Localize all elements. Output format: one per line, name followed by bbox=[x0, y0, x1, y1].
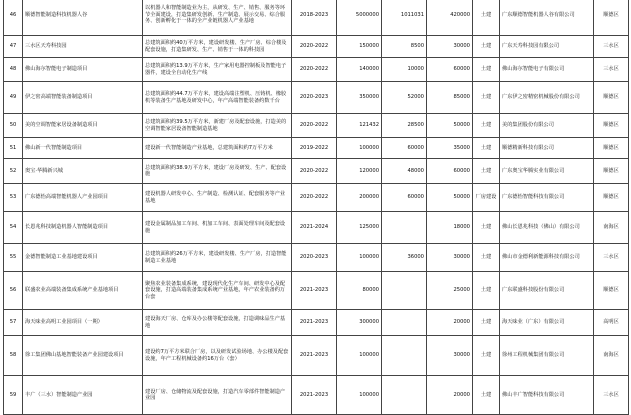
total-investment-cell: 80000 bbox=[337, 272, 382, 310]
project-name-cell: 丰广（三水）智能制造产业园 bbox=[23, 376, 143, 415]
row-number-cell: 48 bbox=[4, 58, 23, 82]
project-description-cell: 建设约7万平方米联合厂房，以及研发试验场地、办公楼及配套设施，年产工程机械设备约16万台（套） bbox=[143, 336, 292, 376]
annual-plan-cell: 30000 bbox=[427, 336, 473, 376]
annual-plan-cell: 50000 bbox=[427, 184, 473, 212]
project-name-cell: 伊之密高端智能装备制造项目 bbox=[23, 82, 143, 114]
district-cell: 顺德区 bbox=[594, 114, 629, 138]
construction-period-cell: 2020-2022 bbox=[292, 184, 337, 212]
completed-investment-cell: 48000 bbox=[382, 159, 427, 184]
owner-company-cell: 广东伊之密精密机械股份有限公司 bbox=[500, 82, 594, 114]
district-cell: 三水区 bbox=[594, 58, 629, 82]
owner-company-cell: 佛山海尔智能电子有限公司 bbox=[500, 58, 594, 82]
construction-period-cell: 2021-2024 bbox=[292, 212, 337, 244]
table-row bbox=[4, 212, 629, 244]
total-investment-cell: 100000 bbox=[337, 244, 382, 272]
project-description-cell: 以机器人和智能制造业为主，从研发、生产、销售、服务等环节全面建设，打造集研发创新、生产制造、展示交易、综合服务、创新孵化于一体的全产业链机器人产业基地 bbox=[143, 0, 292, 36]
project-stage-cell: 土建 bbox=[473, 159, 500, 184]
row-number-cell: 50 bbox=[4, 114, 23, 138]
project-stage-cell: 土建 bbox=[473, 58, 500, 82]
project-stage-cell: 土建 bbox=[473, 82, 500, 114]
project-name-cell: 佛山海尔智能电子制造项目 bbox=[23, 58, 143, 82]
annual-plan-cell: 85000 bbox=[427, 82, 473, 114]
construction-period-cell: 2021-2023 bbox=[292, 336, 337, 376]
row-number-cell: 52 bbox=[4, 159, 23, 184]
project-name-cell: 广东德怡高端智能机器人产业园项目 bbox=[23, 184, 143, 212]
annual-plan-cell: 20000 bbox=[427, 376, 473, 415]
row-number-cell: 53 bbox=[4, 184, 23, 212]
completed-investment-cell: 36000 bbox=[382, 244, 427, 272]
owner-company-cell: 佛山市金德利新能源科技有限公司 bbox=[500, 244, 594, 272]
district-cell: 三水区 bbox=[594, 36, 629, 58]
owner-company-cell: 佛山丰广智能科技有限公司 bbox=[500, 376, 594, 415]
project-description-cell: 总建筑面积约44.7万平方米，建设高端注塑机、压铸机、橡胶机等装备生产基地及研发中心，年产高端智能装备约数千台 bbox=[143, 82, 292, 114]
completed-investment-cell bbox=[382, 310, 427, 336]
owner-company-cell: 广东天寿科技园有限公司 bbox=[500, 36, 594, 58]
table-row bbox=[4, 244, 629, 272]
construction-period-cell: 2020-2023 bbox=[292, 244, 337, 272]
project-name-cell: 徐工集团佛山基地智能装备产业园建设项目 bbox=[23, 336, 143, 376]
completed-investment-cell: 8500 bbox=[382, 36, 427, 58]
project-stage-cell: 土建 bbox=[473, 272, 500, 310]
project-stage-cell: 土建 bbox=[473, 36, 500, 58]
project-name-cell: 长恩兆科技制造机器人智能制造项目 bbox=[23, 212, 143, 244]
row-number-cell: 58 bbox=[4, 336, 23, 376]
district-cell: 南海区 bbox=[594, 212, 629, 244]
annual-plan-cell: 30000 bbox=[427, 36, 473, 58]
total-investment-cell: 100000 bbox=[337, 138, 382, 159]
completed-investment-cell: 10000 bbox=[382, 58, 427, 82]
completed-investment-cell bbox=[382, 272, 427, 310]
owner-company-cell: 美的集团股份有限公司 bbox=[500, 114, 594, 138]
annual-plan-cell: 420000 bbox=[427, 0, 473, 36]
annual-plan-cell: 25000 bbox=[427, 272, 473, 310]
annual-plan-cell: 18000 bbox=[427, 212, 473, 244]
table-row bbox=[4, 114, 629, 138]
project-description-cell: 建设海天厂房、仓库及办公楼等配套设施，打造调味品生产基地 bbox=[143, 310, 292, 336]
annual-plan-cell: 60000 bbox=[427, 58, 473, 82]
table-row bbox=[4, 36, 629, 58]
table-row bbox=[4, 138, 629, 159]
completed-investment-cell: 60000 bbox=[382, 138, 427, 159]
total-investment-cell: 140000 bbox=[337, 58, 382, 82]
row-number-cell: 57 bbox=[4, 310, 23, 336]
project-stage-cell: 土建 bbox=[473, 376, 500, 415]
district-cell: 三水区 bbox=[594, 376, 629, 415]
total-investment-cell: 120000 bbox=[337, 159, 382, 184]
project-table bbox=[3, 0, 629, 415]
row-number-cell: 51 bbox=[4, 138, 23, 159]
project-description-cell: 建设机器人研发中心、生产制造、检测认证、配套服务等产业基地 bbox=[143, 184, 292, 212]
owner-company-cell: 顺德精新科技有限公司 bbox=[500, 138, 594, 159]
total-investment-cell: 100000 bbox=[337, 336, 382, 376]
table-row bbox=[4, 376, 629, 415]
construction-period-cell: 2020-2022 bbox=[292, 159, 337, 184]
row-number-cell: 47 bbox=[4, 36, 23, 58]
completed-investment-cell: 52000 bbox=[382, 82, 427, 114]
total-investment-cell: 350000 bbox=[337, 82, 382, 114]
project-description-cell: 建设金属制品加工车间、机加工车间、表面处理车间及配套设施 bbox=[143, 212, 292, 244]
construction-period-cell: 2021-2023 bbox=[292, 272, 337, 310]
district-cell: 南海区 bbox=[594, 336, 629, 376]
completed-investment-cell: 1011031 bbox=[382, 0, 427, 36]
district-cell: 三水区 bbox=[594, 244, 629, 272]
project-description-cell: 总建筑面积约26万平方米，建设研发楼、生产厂房，打造智能制造工业基地 bbox=[143, 244, 292, 272]
total-investment-cell: 121432 bbox=[337, 114, 382, 138]
district-cell: 顺德区 bbox=[594, 82, 629, 114]
table-row bbox=[4, 272, 629, 310]
total-investment-cell: 150000 bbox=[337, 36, 382, 58]
construction-period-cell: 2020-2022 bbox=[292, 58, 337, 82]
owner-company-cell: 海天味业（广东）有限公司 bbox=[500, 310, 594, 336]
owner-company-cell: 广东德怡智能科技有限公司 bbox=[500, 184, 594, 212]
project-name-cell: 奥宝·华腾新兴城 bbox=[23, 159, 143, 184]
owner-company-cell: 佛山长恩兆科技（佛山）有限公司 bbox=[500, 212, 594, 244]
completed-investment-cell bbox=[382, 336, 427, 376]
row-number-cell: 59 bbox=[4, 376, 23, 415]
owner-company-cell: 广东联盛科技股份有限公司 bbox=[500, 272, 594, 310]
annual-plan-cell: 30000 bbox=[427, 244, 473, 272]
table-row bbox=[4, 58, 629, 82]
total-investment-cell: 300000 bbox=[337, 310, 382, 336]
project-description-cell: 建设新一代智能制造产业基地，总建筑面积约7万平方米 bbox=[143, 138, 292, 159]
completed-investment-cell bbox=[382, 376, 427, 415]
project-description-cell: 总建筑面积约40万平方米，建设研发楼、生产厂房、综合楼及配套设施，打造集研发、生产、销售于一体的科技园 bbox=[143, 36, 292, 58]
row-number-cell: 49 bbox=[4, 82, 23, 114]
owner-company-cell: 广东奥宝华腾实业有限公司 bbox=[500, 159, 594, 184]
table-row bbox=[4, 310, 629, 336]
total-investment-cell: 200000 bbox=[337, 184, 382, 212]
project-stage-cell: 土建 bbox=[473, 114, 500, 138]
construction-period-cell: 2021-2023 bbox=[292, 310, 337, 336]
row-number-cell: 56 bbox=[4, 272, 23, 310]
table-row bbox=[4, 336, 629, 376]
construction-period-cell: 2020-2022 bbox=[292, 114, 337, 138]
district-cell: 顺德区 bbox=[594, 0, 629, 36]
row-number-cell: 54 bbox=[4, 212, 23, 244]
project-stage-cell: 土建 bbox=[473, 138, 500, 159]
total-investment-cell: 100000 bbox=[337, 376, 382, 415]
completed-investment-cell: 60000 bbox=[382, 184, 427, 212]
project-stage-cell: 土建 bbox=[473, 0, 500, 36]
district-cell: 高明区 bbox=[594, 310, 629, 336]
project-stage-cell: 土建 bbox=[473, 244, 500, 272]
owner-company-cell: 徐州工程机械集团有限公司 bbox=[500, 336, 594, 376]
project-name-cell: 顺德智能制造科技机器人谷 bbox=[23, 0, 143, 36]
project-stage-cell: 土建 bbox=[473, 336, 500, 376]
project-name-cell: 金德智能制造工业基地建设项目 bbox=[23, 244, 143, 272]
project-stage-cell: 厂房建设 bbox=[473, 184, 500, 212]
project-description-cell: 建设厂房、仓储物流及配套设施，打造汽车零部件智能制造产业园 bbox=[143, 376, 292, 415]
project-description-cell: 聚焦农业装备集成系统，建设现代化生产车间、研发中心及配套设施，打造高端装备集成系统产业基地，年产农业装备约万台套 bbox=[143, 272, 292, 310]
annual-plan-cell: 60000 bbox=[427, 159, 473, 184]
project-name-cell: 美的空调智能家居设备制造项目 bbox=[23, 114, 143, 138]
table-row bbox=[4, 159, 629, 184]
project-stage-cell: 土建 bbox=[473, 310, 500, 336]
owner-company-cell: 广东顺德智能机器人谷有限公司 bbox=[500, 0, 594, 36]
annual-plan-cell: 50000 bbox=[427, 114, 473, 138]
completed-investment-cell bbox=[382, 212, 427, 244]
construction-period-cell: 2020-2022 bbox=[292, 36, 337, 58]
project-name-cell: 海天味业高明工业园项目（一期） bbox=[23, 310, 143, 336]
project-stage-cell: 土建 bbox=[473, 212, 500, 244]
district-cell: 顺德区 bbox=[594, 272, 629, 310]
total-investment-cell: 125000 bbox=[337, 212, 382, 244]
total-investment-cell: 5000000 bbox=[337, 0, 382, 36]
table-row bbox=[4, 0, 629, 36]
row-number-cell: 55 bbox=[4, 244, 23, 272]
project-description-cell: 总建筑面积约38.9万平方米，建设厂房及研发、生产、配套设施 bbox=[143, 159, 292, 184]
construction-period-cell: 2018-2023 bbox=[292, 0, 337, 36]
district-cell: 顺德区 bbox=[594, 159, 629, 184]
annual-plan-cell: 35000 bbox=[427, 138, 473, 159]
district-cell: 顺德区 bbox=[594, 138, 629, 159]
row-number-cell: 46 bbox=[4, 0, 23, 36]
project-name-cell: 三水区天寿科技园 bbox=[23, 36, 143, 58]
project-name-cell: 佛山新一代智能制造项目 bbox=[23, 138, 143, 159]
completed-investment-cell: 28500 bbox=[382, 114, 427, 138]
annual-plan-cell: 20000 bbox=[427, 310, 473, 336]
project-description-cell: 总建筑面积约13.9万平方米，生产家用电器控制板及智能电子器件，建设全自动化生产线 bbox=[143, 58, 292, 82]
construction-period-cell: 2020-2023 bbox=[292, 82, 337, 114]
construction-period-cell: 2019-2022 bbox=[292, 138, 337, 159]
project-name-cell: 联盛农业高端装备集成系统产业基地项目 bbox=[23, 272, 143, 310]
project-description-cell: 总建筑面积约39.5万平方米，新建厂房及配套设施，打造美的空调智能家居设备智能制造基地 bbox=[143, 114, 292, 138]
table-row bbox=[4, 82, 629, 114]
construction-period-cell: 2021-2023 bbox=[292, 376, 337, 415]
table-row bbox=[4, 184, 629, 212]
district-cell: 顺德区 bbox=[594, 184, 629, 212]
